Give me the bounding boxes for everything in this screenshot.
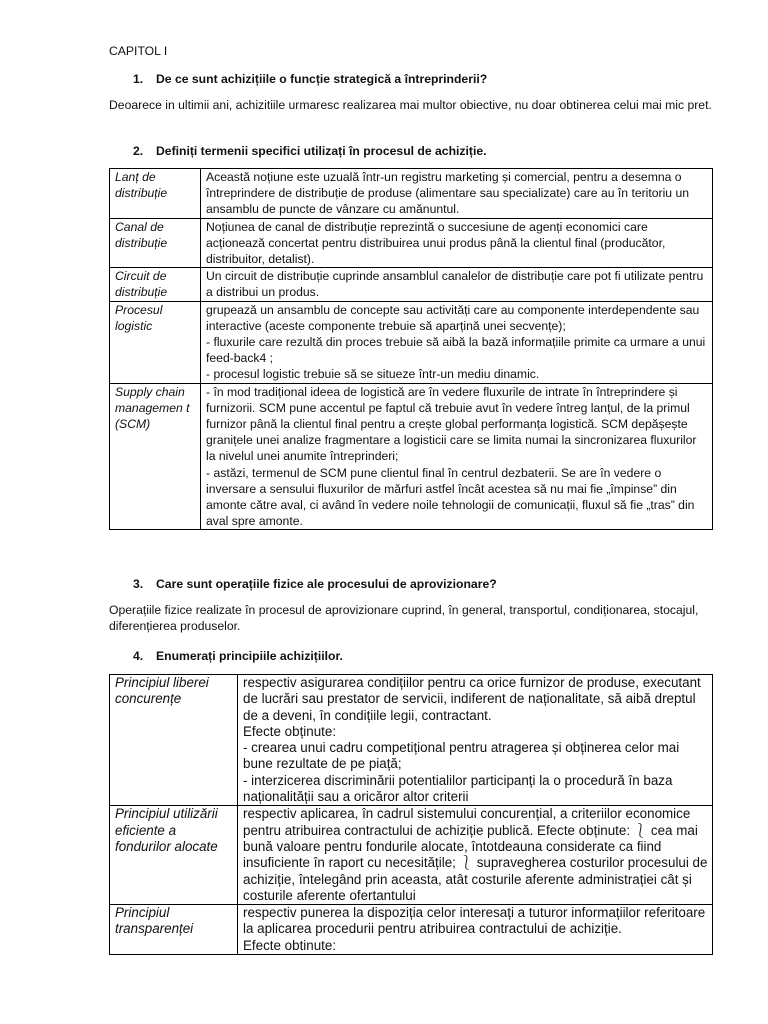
terms-table bbox=[109, 168, 713, 530]
question-number: 3. bbox=[133, 577, 144, 591]
question-number: 4. bbox=[133, 649, 144, 663]
definition-paragraph: - procesul logistic trebuie să se situeze într-un mediu dinamic. bbox=[206, 367, 540, 382]
definition-paragraph: - crearea unui cadru competițional pentru atragerea și obținerea celor mai bune rezultate de pe piață; bbox=[243, 740, 680, 772]
answer-3: Operațiile fizice realizate în procesul de aprovizionare cuprind, în general, transportul, condiționarea, stocajul, diferențierea produselor. bbox=[109, 603, 699, 634]
definition-paragraph: Noțiunea de canal de distribuție reprezintă o succesiune de agenți economici care acționează concertat pentru distribuirea unui produs până la clientul final (producător, distribuitor, detalist). bbox=[206, 219, 666, 267]
chapter-heading: CAPITOL I bbox=[109, 44, 168, 58]
term-cell: Lanț de distribuție bbox=[110, 169, 201, 219]
question-3 bbox=[133, 576, 497, 592]
definition-cell bbox=[201, 383, 713, 530]
question-text: Care sunt operațiile fizice ale procesului de aprovizionare? bbox=[156, 577, 497, 591]
principles-table-row bbox=[110, 675, 713, 806]
definition-paragraph: respectiv asigurarea condițiilor pentru ca orice furnizor de produse, executant de lucrări sau prestator de servicii, indiferent de naționalitate, să aibă dreptul de a deveni, în condițiile legii, contractant. bbox=[243, 675, 701, 723]
principles-table-row bbox=[110, 905, 713, 955]
definition-paragraph: Efecte obtinute: bbox=[243, 937, 337, 953]
question-2 bbox=[133, 143, 487, 159]
principles-table bbox=[109, 674, 713, 955]
question-text: De ce sunt achizițiile o funcție strategică a întreprinderii? bbox=[156, 72, 488, 86]
definition-paragraph: - interzicerea discriminării potentialilor participanți la o procedură în baza naționalității sau a oricăror altor criterii bbox=[243, 772, 673, 805]
answer-1: Deoarece in ultimii ani, achizitiile urmaresc realizarea mai multor obiective, nu doar obtinerea celui mai mic pret. bbox=[109, 98, 712, 112]
definition-paragraph: respectiv aplicarea, în cadrul sistemului concurențial, a criteriilor economice pentru atribuirea contractului de achiziție publică. Efecte obținute: ⎱ cea mai bună valoare pentru fondurile alocate, întotdeauna considerate ca fiind insuficiente în raport cu necesitățile; ⎱ supravegherea costurilor procesului de achiziție, întelegând prin aceasta, atât costurile aferente administrației cât și costurile aferente ofertantului bbox=[243, 806, 708, 903]
terms-table-row bbox=[110, 301, 713, 383]
definition-cell bbox=[201, 268, 713, 301]
definition-cell bbox=[238, 905, 713, 955]
definition-paragraph: grupează un ansamblu de concepte sau activități care au componente interdependente sau interactive (aceste componente trebuie să aparțină unei secvențe); bbox=[206, 302, 700, 333]
question-4 bbox=[133, 648, 343, 664]
definition-paragraph: - astăzi, termenul de SCM pune clientul final în centrul dezbaterii. Se are în vedere o inversare a sensului fluxurilor de mărfuri astfel încât acestea să nu mai fie „împinse” din amonte către aval, ci având în vedere noile tehnologii de comunicații, fluxul să fie „tras” din aval spre amonte. bbox=[206, 465, 695, 529]
term-cell: Canal de distribuție bbox=[110, 218, 201, 268]
question-number: 1. bbox=[133, 72, 144, 86]
definition-paragraph: Un circuit de distribuție cuprinde ansamblul canalelor de distribuție care pot fi utilizate pentru a distribui un produs. bbox=[206, 269, 704, 300]
definition-cell bbox=[201, 169, 713, 219]
definition-paragraph: - în mod tradițional ideea de logistică are în vedere fluxurile de intrate în întreprindere și furnizorii. SCM pune accentul pe faptul că trebuie avut în vedere întreg lanțul, de la primul furnizor până la clientul final pentru a crește global performanța logistică. SCM depășește granițele unei analize fragmentare a logisticii care se limita numai la sincronizarea fluxurilor la nivelul unei anumite întreprinderi; bbox=[206, 384, 697, 464]
definition-cell bbox=[238, 806, 713, 905]
term-cell: Principiul liberei concurențe bbox=[110, 675, 238, 806]
question-number: 2. bbox=[133, 144, 144, 158]
terms-table-row bbox=[110, 218, 713, 268]
term-cell: Principiul transparenței bbox=[110, 905, 238, 955]
terms-table-row bbox=[110, 383, 713, 530]
terms-table-row bbox=[110, 268, 713, 301]
principles-table-row bbox=[110, 806, 713, 905]
definition-cell bbox=[201, 218, 713, 268]
term-cell: Supply chain managemen t (SCM) bbox=[110, 383, 201, 530]
terms-table-row bbox=[110, 169, 713, 219]
definition-paragraph: respectiv punerea la dispoziția celor interesați a tuturor informațiilor referitoare la aplicarea procedurii pentru atribuirea contractului de achiziție. bbox=[243, 905, 706, 937]
definition-cell bbox=[238, 675, 713, 806]
question-text: Definiți termenii specifici utilizați în procesul de achiziție. bbox=[156, 144, 487, 158]
definition-paragraph: Această noțiune este uzuală într-un registru marketing și comercial, pentru a desemna o întreprindere de distribuție de produse (alimentare sau specializate) care au în teritoriu un ansamblu de puncte de vânzare cu amănuntul. bbox=[206, 170, 690, 217]
definition-paragraph: Efecte obținute: bbox=[243, 723, 337, 739]
term-cell: Procesul logistic bbox=[110, 301, 201, 383]
term-cell: Principiul utilizării eficiente a fondurilor alocate bbox=[110, 806, 238, 905]
question-1 bbox=[133, 71, 487, 87]
question-text: Enumerați principiile achizițiilor. bbox=[156, 649, 343, 663]
definition-cell bbox=[201, 301, 713, 383]
definition-paragraph: - fluxurile care rezultă din proces trebuie să aibă la bază informațiile primite ca urmare a unui feed-back4 ; bbox=[206, 335, 706, 366]
term-cell: Circuit de distribuție bbox=[110, 268, 201, 301]
